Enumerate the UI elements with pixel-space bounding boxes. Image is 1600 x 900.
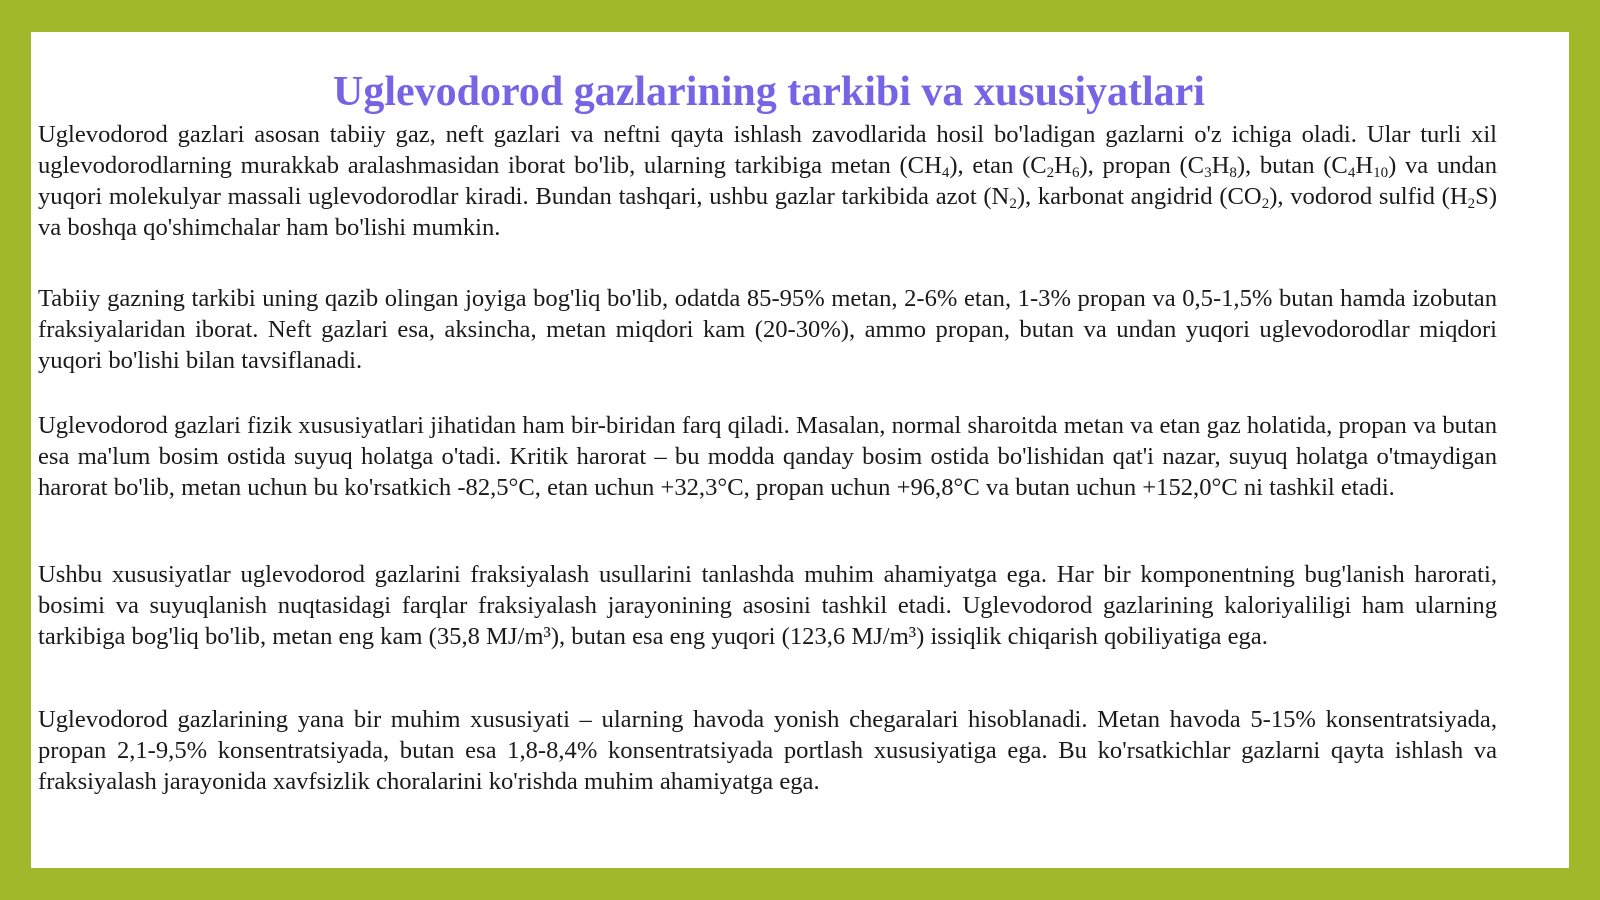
p1-text-5: H bbox=[1211, 152, 1230, 179]
p1-text-10: ), vodorod sulfid (H bbox=[1269, 183, 1468, 210]
p1-text-3: H bbox=[1054, 152, 1072, 179]
paragraph-natural-gas: Tabiiy gazning tarkibi uning qazib olingan joyiga bog'liq bo'lib, odatda 85-95% metan, 2-6% etan, 1-3% propan va 0,5-1,5% butan hamda izobutan fraksiyalaridan iborat. Neft gazlari esa, aksincha, metan miqdori kam (20-30%), ammo propan, butan va undan yuqori uglevodorodlar miqdori yuqori bo'lishi bilan tavsiflanadi. bbox=[38, 285, 1497, 374]
paragraph-composition bbox=[38, 119, 1497, 243]
paragraph-physical-properties: Uglevodorod gazlari fizik xususiyatlari jihatidan ham bir-biridan farq qiladi. Masalan, normal sharoitda metan va etan gaz holatida, propan va butan esa ma'lum bosim ostida suyuq holatga o'tadi. Kritik harorat – bu modda qanday bosim ostida bo'lishidan qat'i nazar, suyuq holatga o'tmaydigan harorat bo'lib, metan uchun bu ko'rsatkich -82,5°C, etan uchun +32,3°C, propan uchun +96,8°C va butan uchun +152,0°C ni tashkil etadi. bbox=[38, 412, 1497, 501]
p1-sub-7: 10 bbox=[1373, 165, 1389, 181]
p1-text-11: S) va boshqa qo'shimchalar ham bo'lishi mumkin. bbox=[38, 183, 1498, 241]
p1-text-6: ), butan (C bbox=[1236, 152, 1348, 179]
p1-sub-3: 6 bbox=[1071, 165, 1080, 181]
p1-sub-4: 3 bbox=[1204, 165, 1212, 181]
p1-text-8: ) va undan yuqori molekulyar massali uglevodorodlar kiradi. Bundan tashqari, ushbu gazlar tarkibida azot (N bbox=[38, 152, 1498, 210]
p1-sub-8: 2 bbox=[1009, 196, 1017, 212]
paragraph-fractionation: Ushbu xususiyatlar uglevodorod gazlarini fraksiyalash usullarini tanlashda muhim ahamiyatga ega. Har bir komponentning bug'lanish harorati, bosimi va suyuqlanish nuqtasidagi farqlar fraksiyalash jarayonining asosini tashkil etadi. Uglevodorod gazlarining kaloriyaliligi ham ularning tarkibiga bog'liq bo'lib, metan eng kam (35,8 MJ/m³), butan esa eng yuqori (123,6 MJ/m³) issiqlik chiqarish qobiliyatiga ega. bbox=[38, 561, 1497, 650]
p1-text-7: H bbox=[1355, 152, 1374, 179]
p1-text-4: ), propan (C bbox=[1079, 152, 1205, 179]
p1-sub-5: 8 bbox=[1229, 165, 1237, 181]
p1-sub-1: 4 bbox=[941, 165, 950, 181]
p1-sub-9: 2 bbox=[1261, 196, 1270, 212]
p1-sub-10: 2 bbox=[1467, 196, 1476, 212]
p1-sub-6: 4 bbox=[1347, 165, 1356, 181]
slide-title: Uglevodorod gazlarining tarkibi va xususiyatlari bbox=[333, 69, 1205, 115]
paragraph-flammability: Uglevodorod gazlarining yana bir muhim xususiyati – ularning havoda yonish chegaralari hisoblanadi. Metan havoda 5-15% konsentratsiyada, propan 2,1-9,5% konsentratsiyada, butan esa 1,8-8,4% konsentratsiyada portlash xususiyatiga ega. Bu ko'rsatkichlar gazlarni qayta ishlash va fraksiyalash jarayonida xavfsizlik choralarini ko'rishda muhim ahamiyatga ega. bbox=[38, 706, 1497, 795]
p1-text-9: ), karbonat angidrid (CO bbox=[1016, 183, 1262, 210]
p1-text-1: Uglevodorod gazlari asosan tabiiy gaz, neft gazlari va neftni qayta ishlash zavodlarida hosil bo'ladigan gazlarni o'z ichiga oladi. Ular turli xil uglevodorodlarning murakkab aralashmasidan iborat bo'lib, ularning tarkibiga metan (CH bbox=[38, 121, 1497, 179]
p1-sub-2: 2 bbox=[1046, 165, 1055, 181]
p1-text-2: ), etan (C bbox=[949, 152, 1047, 179]
